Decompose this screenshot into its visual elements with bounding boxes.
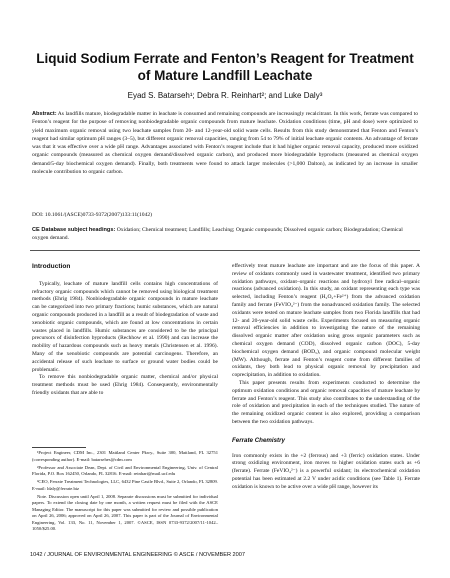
paragraph: Typically, leachate of mature landfill cells contains high concentrations of refractory organic compounds which cannot be removed using biological treatment methods (Ehrig 1984). Nonbiodegradable organic compounds in mature leachate can be categorized into two primary fractions; humic substances, which are natural organic compounds produced in a landfill as a result of biodegradation of waste and xenobiotic organic compounds, which are found at low concentrations in certain wastes placed in landfills. Humic substances are considered to be the principal precursors of disinfection byproducts (Rechhow et al. 1990) and can increase the mobility of hazardous compounds such as heavy metals (Christensen et al. 1996). Many of the xenobiotic compounds are potential carcinogens. Therefore, an accidental release of such leachate to surface or ground water bodies could be problematic. [32,280,218,373]
left-column [32,263,218,398]
header-divider [30,250,420,251]
paragraph: Iron commonly exists in the +2 (ferrous) and +3 (ferric) oxidation states. Under strong oxidizing environment, iron moves to higher oxidation states such as +6 (ferrate). Ferrate (FeVIO₄²⁻) is a powerful oxidant; its electrochemical oxidation potential has been estimated at 2.2 V under acidic conditions (see Table 1). Ferrate oxidation is known to be active over a wide pH range, however its [232,452,420,490]
abstract [32,110,418,176]
section-heading-introduction: Introduction [32,263,71,270]
abstract-label: Abstract: [32,111,57,117]
footnote: ³CEO, Ferrate Treatment Technologies, LLC, 6432 Pine Castle Blvd., Suite 2, Orlando, FL 32809. E-mail: ldaly@ferrate.biz [32,479,218,491]
subject-headings [32,226,418,243]
footnotes [32,447,218,534]
author-list: Eyad S. Batarseh¹; Debra R. Reinhart²; and Luke Daly³ [127,91,323,100]
footnote-divider [32,447,86,448]
paragraph: effectively treat mature leachate are important and are the focus of this paper. A review of oxidants commonly used in wastewater treatment, identified two primary oxidation pathways, oxidant–organic reactions and hydroxyl free radical–organic reactions (advanced oxidation). In this study, an oxidant representing each type was selected, including Fenton’s reagent (H₂O₂+Fe²⁺) from the advanced oxidation family and ferrate (FeVIO₄²⁻) from the nonadvanced oxidation family. The selected oxidants were tested on mature leachate samples from two Florida landfills that had 12- and 20-year-old solid waste cells. Experiments focused on measuring organic removal efficiencies in addition to investigating the nature of the remaining dissolved organic matter after oxidation using gross organic parameters such as chemical oxygen demand (COD), dissolved organic carbon (DOC), 5-day biochemical oxygen demand (BOD₅), and organic compound molecular weight (MW). Although, ferrate and Fenton’s reagent come from different families of oxidants, they both lead to physical organic removal by precipitation and coprecipitation, in addition to oxidation. [232,263,420,379]
footnote-note: Note. Discussion open until April 1, 2008. Separate discussions must be submitted for individual papers. To extend the closing date by one month, a written request must be filed with the ASCE Managing Editor. The manuscript for this paper was submitted for review and possible publication on April 26, 2006; approved on April 26, 2007. This paper is part of the Journal of Environmental Engineering, Vol. 133, No. 11, November 1, 2007. ©ASCE, ISSN 0733-9372/2007/11-1042–1050/$25.00. [32,493,218,531]
abstract-text: As landfills mature, biodegradable matter in leachate is consumed and remaining compounds are increasingly recalcitrant. In this work, ferrate was compared to Fenton’s reagent for the purpose of removing nonbiodegradable organic compounds from mature leachate. Oxidation conditions (time, pH and dose) were optimized to yield maximum organic removal using two leachate samples from 20- and 12-year-old solid waste cells. Results from this study demonstrated that Fenton and Fenton’s reagent had similar optimum pH ranges (3–5), but different organic removal capacities, ranging from 54 to 79% of initial leachate organic contents. An advantage of ferrate was that it was effective over a wide pH range. Advantages associated with Fenton’s reagent include that it had higher organic removal capacity, produced more oxidized organic compounds (measured as chemical oxygen demand/dissolved organic carbon), and produced more biodegradable byproducts (measured as chemical oxygen demand/5-day biochemical oxygen demand). Finally, both treatments were found to attack larger molecules (>1,000 Dalton), as indicated by an increase in smaller molecule contribution to organic carbon. [32,111,419,176]
title-line-1: Liquid Sodium Ferrate and Fenton’s Reagent for Treatment [36,51,414,66]
title-line-2: of Mature Landfill Leachate [137,68,313,83]
footnote: ¹Project Engineer, CDM Inc., 2301 Maitland Center Pkwy., Suite 300, Maitland, FL 32751 (corresponding author). E-mail: batarsehes@cdm.com [32,450,218,462]
subheading-ferrate-chemistry: Ferrate Chemistry [232,436,285,444]
right-column [232,263,420,492]
subject-text: Oxidation; Chemical treatment; Landfills; Leaching; Organic compounds; Dissolved organic carbon; Biodegradation; Chemical oxygen demand. [32,227,403,242]
page-footer: 1042 / JOURNAL OF ENVIRONMENTAL ENGINEERING © ASCE / NOVEMBER 2007 [30,552,245,558]
footnote: ²Professor and Associate Dean, Dept. of Civil and Environmental Engineering, Univ. of Central Florida, P.O. Box 162450, Orlando, FL 32816. E-mail: reinhart@mail.ucf.edu [32,464,218,476]
paragraph: To remove this nonbiodegradable organic matter, chemical and/or physical treatment methods must be used (Ehrig 1984). Consequently, environmentally friendly oxidants that are able to [32,374,218,396]
article-title [30,50,420,84]
subject-label: CE Database subject headings: [32,227,116,233]
paragraph: This paper presents results from experiments conducted to determine the optimum oxidation conditions and organic removal capacities of mature leachate by ferrate and Fenton’s reagent. This study also contributes to the understanding of the role of oxidation and precipitation in each of the techniques studied. The nature of the remaining oxidized organic content is also explored, providing a comparison between the two oxidation pathways. [232,379,420,425]
doi: DOI: 10.1061/(ASCE)0733-9372(2007)133:11(1042) [32,212,153,218]
